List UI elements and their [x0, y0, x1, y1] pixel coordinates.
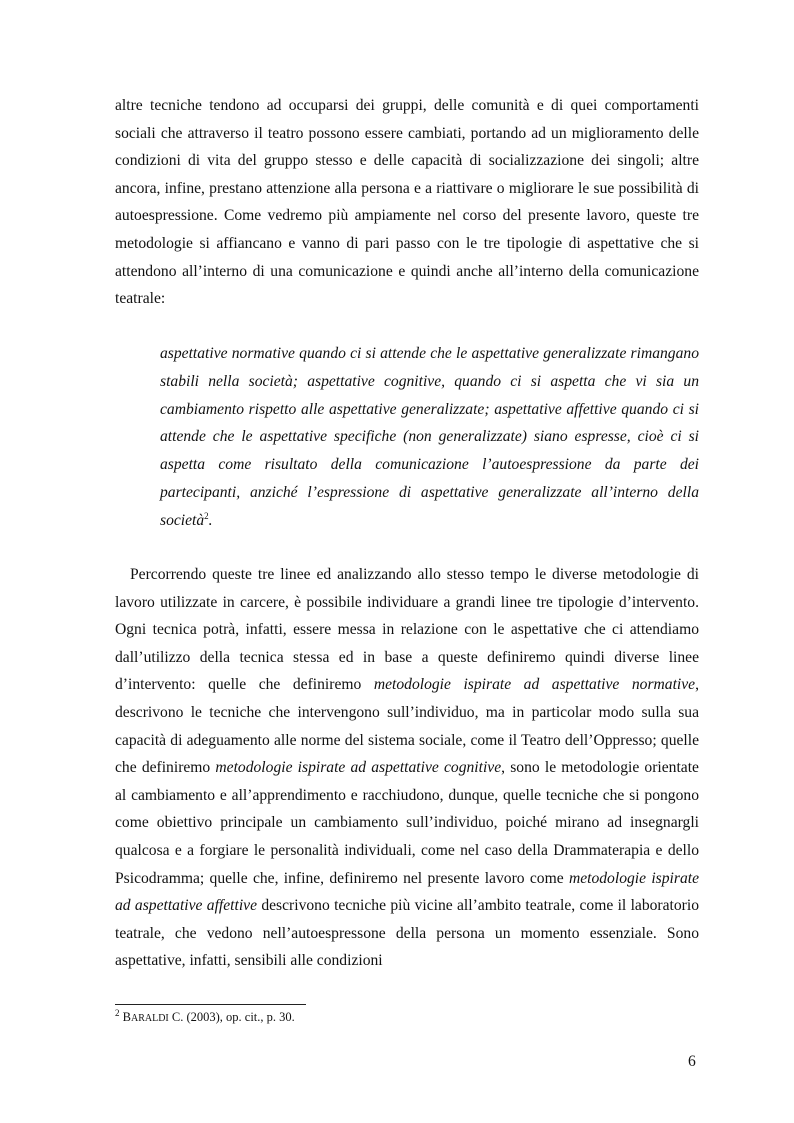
p2-emphasis-cognitive: metodologie ispirate ad aspettative cognitive	[215, 759, 502, 777]
footnote-reference: 2	[204, 510, 209, 521]
block-quote	[160, 340, 699, 535]
p2-text-1: Percorrendo queste tre linee ed analizzando allo stesso tempo le diverse metodologie di lavoro utilizzate in carcere, è possibile individuare a grandi linee tre tipologie d’intervento. Ogni tecnica potrà, infatti, essere messa in relazione con le aspettative che ci attendiamo dall’utilizzo della tecnica stessa ed in base a queste definiremo quindi diverse linee d’intervento: quelle che definiremo	[115, 566, 699, 694]
page-number: 6	[688, 1053, 696, 1070]
footnote-number: 2	[115, 1007, 120, 1018]
p2-text-3: , sono le metodologie orientate al cambiamento e all’apprendimento e racchiudono, dunque, quelle tecniche che si pongono come obiettivo principale un cambiamento sull’individuo, poiché mirano ad insegnargli qualcosa e a forgiare le personalità individuali, come nel caso della Drammaterapia e dello Psicodramma; quelle che, infine, definiremo nel presente lavoro come	[115, 759, 699, 887]
footnote	[115, 1007, 295, 1025]
footnote-author-rest: ARALDI	[130, 1013, 169, 1024]
footnote-divider	[115, 1004, 306, 1005]
quote-text: aspettative normative quando ci si attende che le aspettative generalizzate rimangano stabili nella società; aspettative cognitive, quando ci si aspetta che vi sia un cambiamento rispetto alle aspettative generalizzate; aspettative affettive quando ci si attende che le aspettative specifiche (non generalizzate) siano espresse, cioè ci si aspetta come risultato della comunicazione l’autoespressione da parte dei partecipanti, anziché l’espressione di aspettative generalizzate all’interno della società	[160, 345, 699, 529]
footnote-citation: C. (2003), op. cit., p. 30.	[168, 1010, 295, 1024]
body-paragraph-1: altre tecniche tendono ad occuparsi dei gruppi, delle comunità e di quei comportamenti sociali che attraverso il teatro possono essere cambiati, portando ad un miglioramento delle condizioni di vita del gruppo stesso e delle capacità di socializzazione dei singoli; altre ancora, infine, prestano attenzione alla persona e a riattivare o migliorare le sue possibilità di autoespressione. Come vedremo più ampiamente nel corso del presente lavoro, queste tre metodologie si affiancano e vanno di pari passo con le tre tipologie di aspettative che si attendono all’interno di una comunicazione e quindi anche all’interno della comunicazione teatrale:	[115, 97, 699, 308]
p2-emphasis-normative: metodologie ispirate ad aspettative normative	[373, 676, 696, 694]
body-paragraph-2	[115, 561, 699, 975]
footnote-author-initial: B	[122, 1010, 131, 1024]
quote-end: .	[208, 511, 213, 529]
p2-text-4: descrivono tecniche più vicine all’ambito teatrale, come il laboratorio teatrale, che vedono nell’autoespressone della persona un momento essenziale. Sono aspettative, infatti, sensibili alle condizioni	[115, 897, 699, 970]
p2-emphasis-affective: metodologie ispirate ad aspettative affettive	[115, 869, 699, 915]
p2-text-2: , descrivono le tecniche che intervengono sull’individuo, ma in particolar modo sulla sua capacità di adeguamento alle norme del sistema sociale, come il Teatro dell’Oppresso; quelle che definiremo	[115, 676, 699, 777]
